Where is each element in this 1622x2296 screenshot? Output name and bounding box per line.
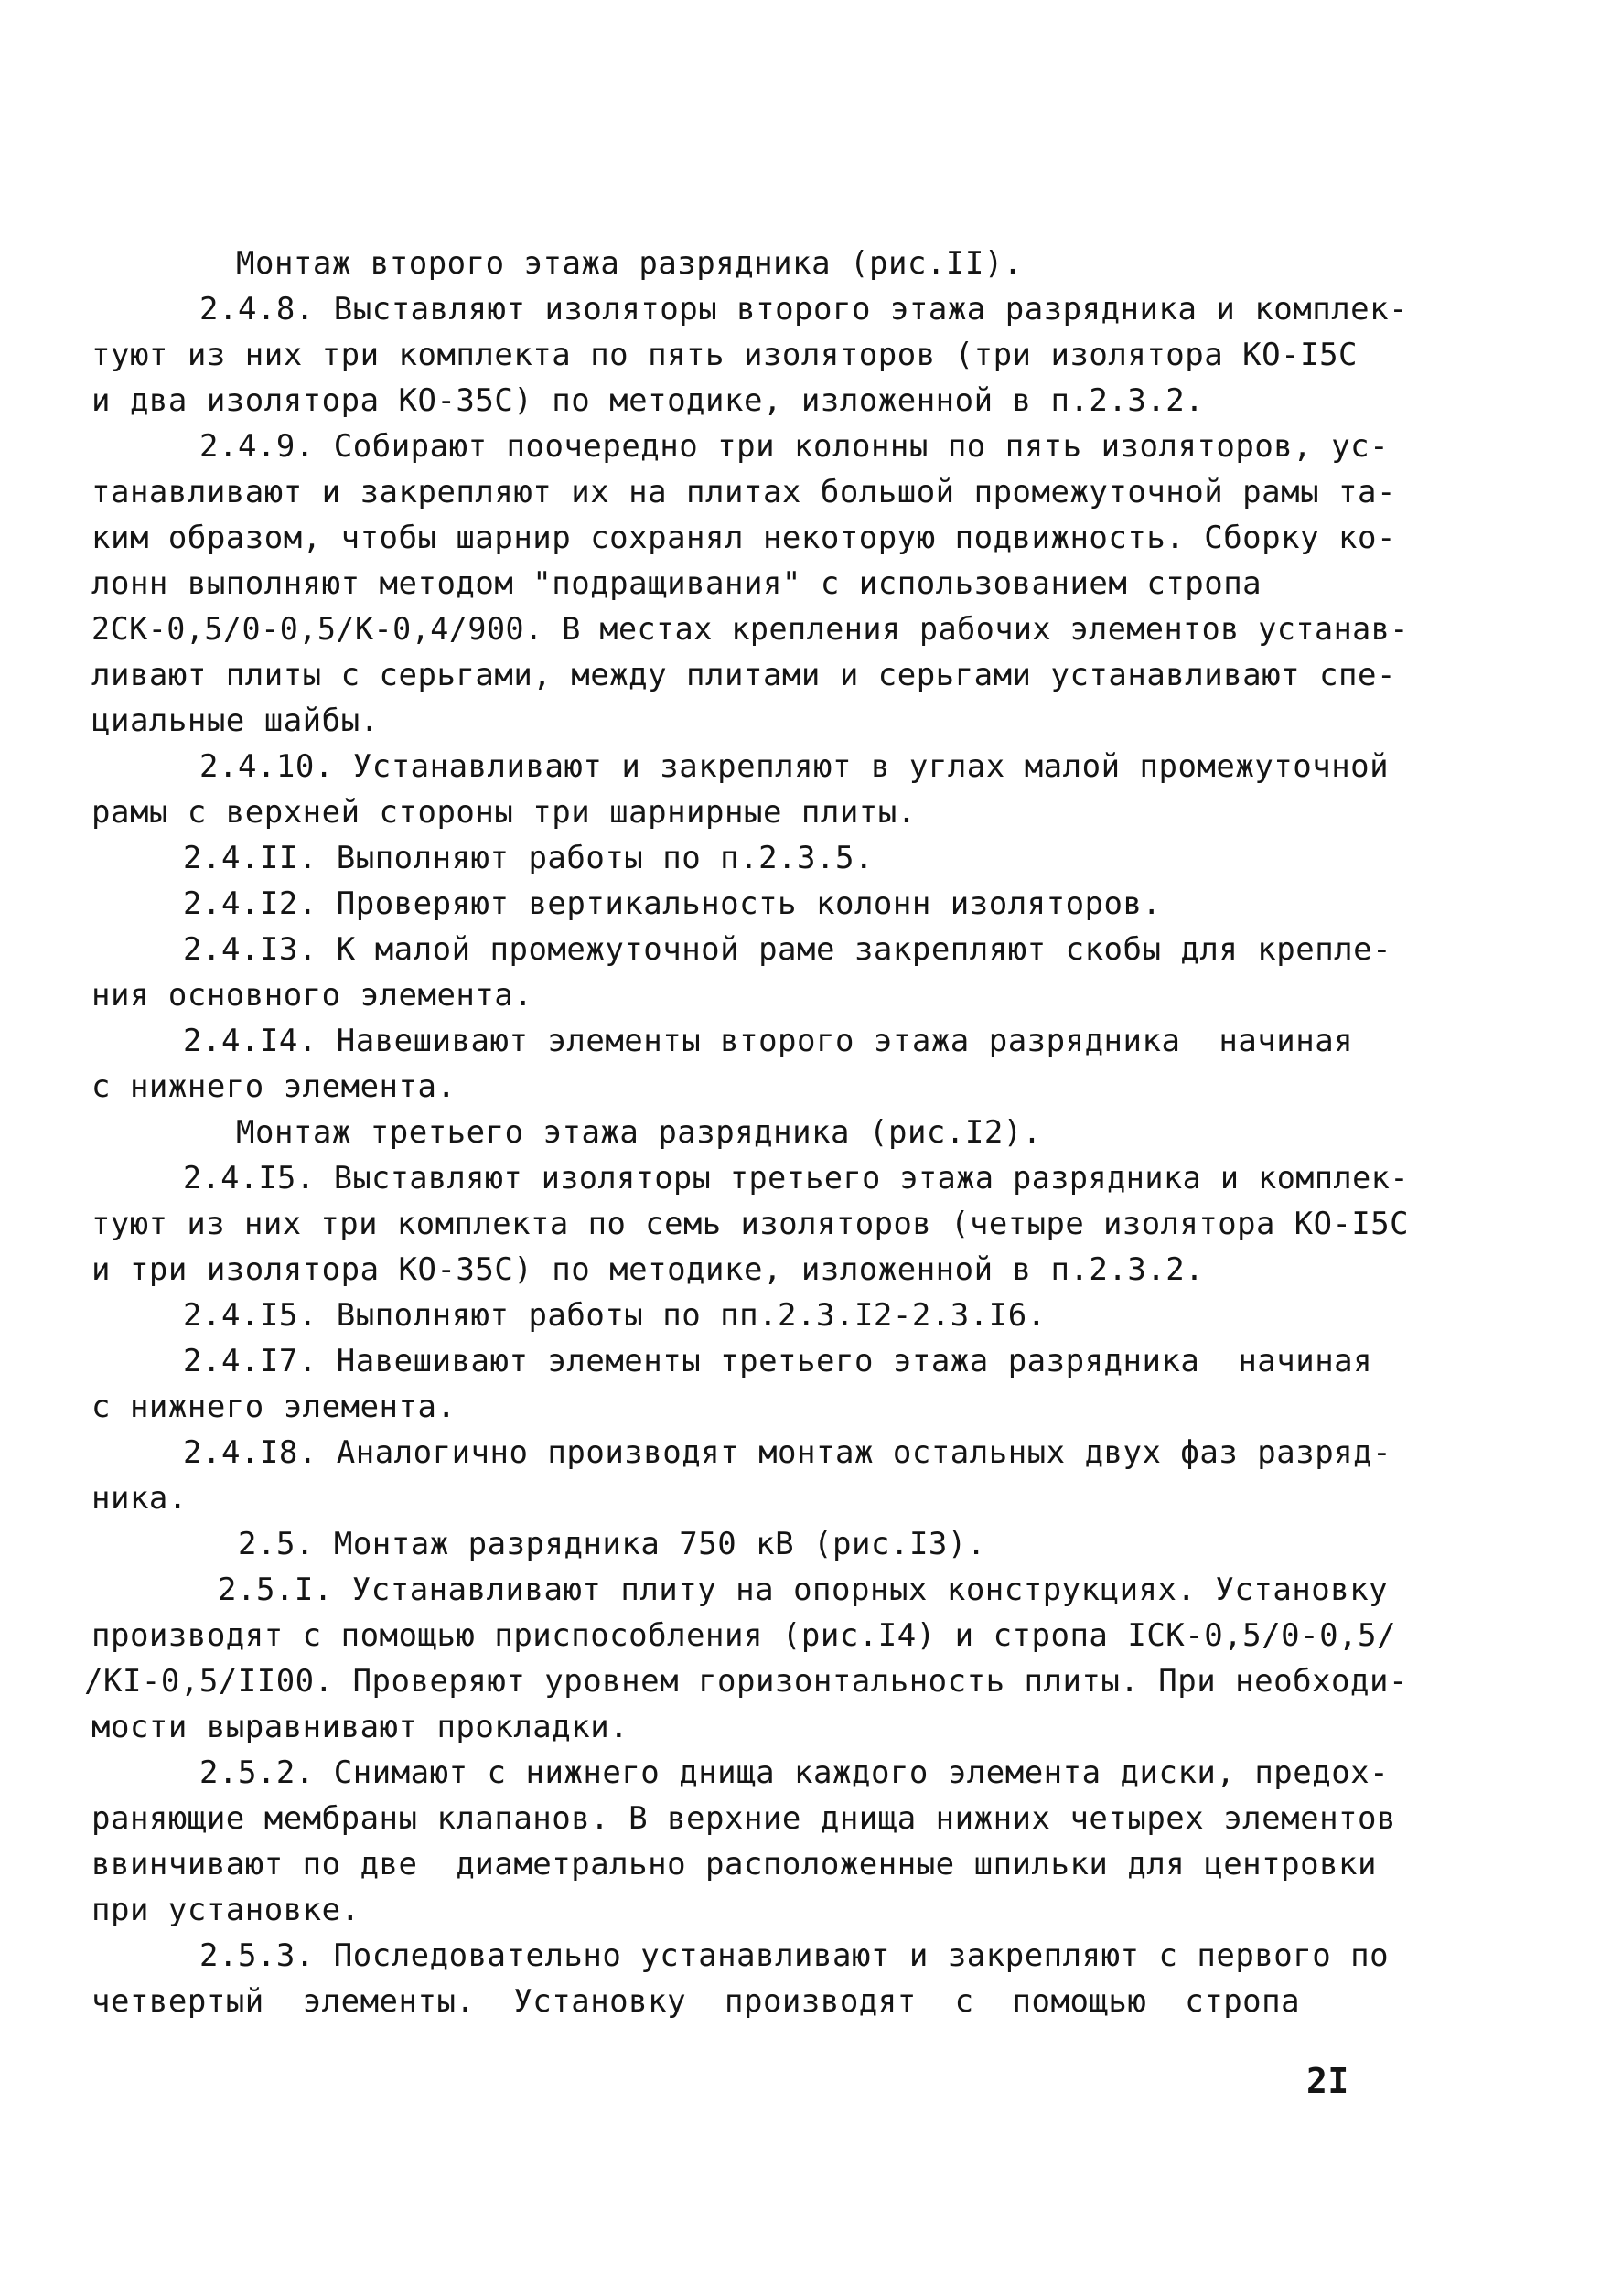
page-number: 2I bbox=[1306, 2061, 1349, 2101]
text-line: 2.4.I4. Навешивают элементы второго этажа разрядника начиная bbox=[183, 1023, 1354, 1059]
text-line: четвертый элементы. Установку производят с помощью стропа bbox=[91, 1983, 1301, 2020]
text-line: с нижнего элемента. bbox=[91, 1068, 457, 1105]
text-line: 2.4.I2. Проверяют вертикальность колонн изоляторов. bbox=[183, 885, 1162, 922]
text-line: 2.4.II. Выполняют работы по п.2.3.5. bbox=[183, 840, 874, 876]
text-line: танавливают и закрепляют их на плитах большой промежуточной рамы та- bbox=[91, 474, 1396, 510]
text-line: 2.4.I5. Выставляют изоляторы третьего этажа разрядника и комплек- bbox=[183, 1160, 1410, 1196]
text-line: ливают плиты с серьгами, между плитами и серьгами устанавливают спе- bbox=[91, 657, 1396, 693]
text-line: и три изолятора КО-35С) по методике, изложенной в п.2.3.2. bbox=[91, 1251, 1205, 1288]
text-line: производят с помощью приспособления (рис.I4) и стропа IСК-0,5/0-0,5/ bbox=[91, 1617, 1396, 1654]
text-line: и два изолятора КО-35С) по методике, изложенной в п.2.3.2. bbox=[91, 382, 1205, 419]
text-line: Монтаж второго этажа разрядника (рис.II). bbox=[236, 245, 1023, 282]
text-line: 2.4.I7. Навешивают элементы третьего этажа разрядника начиная bbox=[183, 1343, 1373, 1379]
text-line: туют из них три комплекта по пять изоляторов (три изолятора КО-I5С bbox=[91, 337, 1359, 373]
text-line: рамы с верхней стороны три шарнирные плиты. bbox=[91, 794, 917, 831]
text-line: туют из них три комплекта по семь изоляторов (четыре изолятора КО-I5С bbox=[91, 1206, 1409, 1242]
text-line: 2.4.I5. Выполняют работы по пп.2.3.I2-2.3.I6. bbox=[183, 1297, 1047, 1334]
text-line: лонн выполняют методом "подращивания" с использованием стропа bbox=[91, 565, 1262, 602]
text-line: /КI-0,5/II00. Проверяют уровнем горизонтальность плиты. При необходи- bbox=[84, 1663, 1408, 1700]
text-line: раняющие мембраны клапанов. В верхние днища нижних четырех элементов bbox=[91, 1800, 1396, 1837]
text-line: 2СК-0,5/0-0,5/К-0,4/900. В местах крепления рабочих элементов устанав- bbox=[91, 611, 1409, 648]
text-line: 2.5.3. Последовательно устанавливают и закрепляют с первого по bbox=[199, 1937, 1390, 1974]
text-line: при установке. bbox=[91, 1892, 360, 1928]
text-line: 2.4.8. Выставляют изоляторы второго этажа разрядника и комплек- bbox=[199, 291, 1409, 327]
text-line: 2.4.10. Устанавливают и закрепляют в углах малой промежуточной bbox=[199, 748, 1390, 785]
text-line: циальные шайбы. bbox=[91, 703, 380, 739]
text-line: 2.5.2. Снимают с нижнего днища каждого элемента диски, предох- bbox=[199, 1754, 1390, 1791]
text-line: Монтаж третьего этажа разрядника (рис.I2). bbox=[236, 1114, 1042, 1151]
text-line: ввинчивают по две диаметрально расположенные шпильки для центровки bbox=[91, 1846, 1377, 1883]
text-line: 2.5.I. Устанавливают плиту на опорных конструкциях. Установку bbox=[218, 1572, 1389, 1608]
text-line: ким образом, чтобы шарнир сохранял некоторую подвижность. Сборку ко- bbox=[91, 520, 1396, 556]
text-line: ния основного элемента. bbox=[91, 977, 533, 1014]
text-line: ника. bbox=[91, 1480, 188, 1517]
text-line: 2.5. Монтаж разрядника 750 кВ (рис.I3). bbox=[238, 1526, 986, 1562]
text-line: мости выравнивают прокладки. bbox=[91, 1709, 629, 1745]
text-line: 2.4.I8. Аналогично производят монтаж остальных двух фаз разряд- bbox=[183, 1434, 1392, 1471]
text-line: с нижнего элемента. bbox=[91, 1389, 457, 1425]
text-line: 2.4.I3. К малой промежуточной раме закрепляют скобы для крепле- bbox=[183, 931, 1392, 968]
text-line: 2.4.9. Собирают поочередно три колонны по пять изоляторов, ус- bbox=[199, 428, 1390, 465]
